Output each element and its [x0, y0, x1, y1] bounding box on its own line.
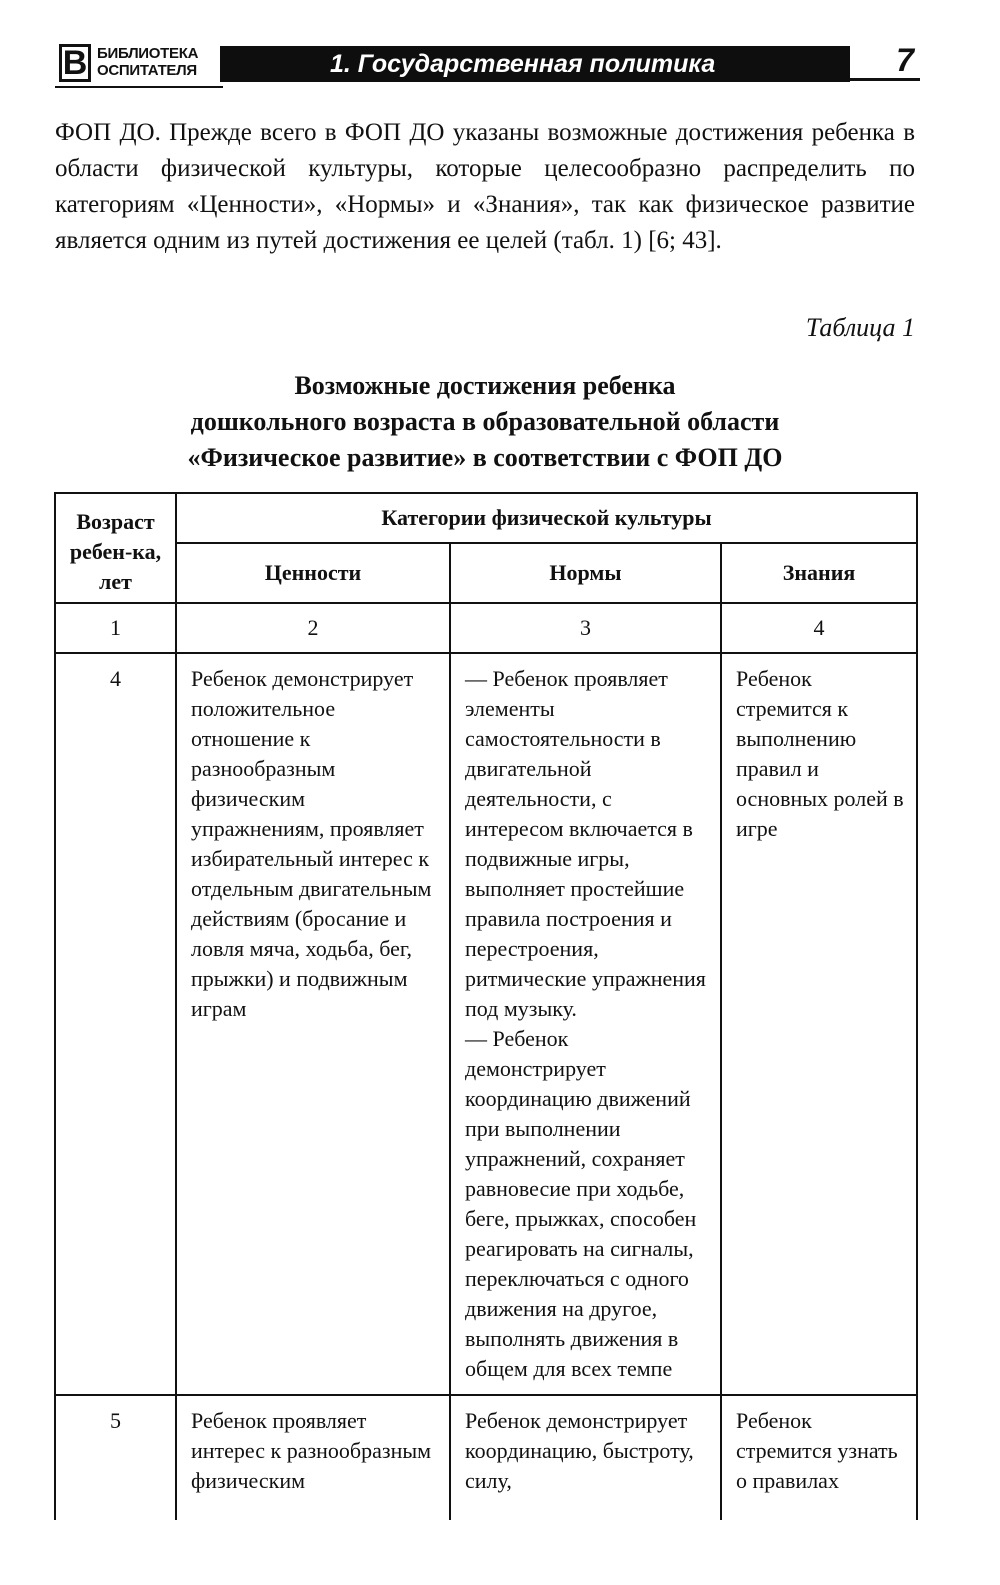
logo-underline: [55, 86, 223, 88]
logo-line-1: БИБЛИОТЕКА: [97, 45, 199, 62]
column-header-norms: Нормы: [450, 543, 721, 603]
age-cell: 4: [55, 653, 176, 1395]
column-number: 2: [176, 603, 450, 653]
norms-cell: [450, 653, 721, 1395]
table-title-line-1: Возможные достижения ребенка: [294, 371, 676, 400]
column-number: 4: [721, 603, 917, 653]
norms-item: — Ребенок проявляет элементы самостоятельности в двигательной деятельности, с интересом включается в подвижные игры, выполняет простейшие правила построения и перестроения, ритмические упражнения под музыку.: [465, 666, 706, 1021]
knowledge-cell: Ребенок стремится к выполнению правил и основных ролей в игре: [721, 653, 917, 1395]
table-title-line-3: «Физическое развитие» в соответствии с ФОП ДО: [187, 443, 783, 472]
running-header: [55, 40, 920, 88]
age-header: Возраст ребен-ка, лет: [55, 493, 176, 603]
column-number-row: [55, 603, 917, 653]
logo-line-2: ОСПИТАТЕЛЯ: [97, 62, 197, 79]
column-number: 1: [55, 603, 176, 653]
categories-header: Категории физической культуры: [176, 493, 917, 543]
column-header-knowledge: Знания: [721, 543, 917, 603]
intro-paragraph: ФОП ДО. Прежде всего в ФОП ДО указаны возможные достижения ребенка в области физической культуры, которые целесообразно распределить по категориям «Ценности», «Нормы» и «Знания», так как физическое развитие является одним из путей достижения ее целей (табл. 1) [6; 43].: [55, 119, 915, 254]
achievements-table: [54, 492, 918, 1520]
table-title: [55, 368, 915, 476]
table-label: Таблица 1: [805, 313, 915, 342]
values-cell: Ребенок проявляет интерес к разнообразным физическим: [176, 1395, 450, 1520]
values-cell: Ребенок демонстрирует положительное отношение к разнообразным физическим упражнениям, проявляет избирательный интерес к отдельным двигательным действиям (бросание и ловля мяча, ходьба, бег, прыжки) и подвижным играм: [176, 653, 450, 1395]
column-header-values: Ценности: [176, 543, 450, 603]
norms-cell: Ребенок демонстрирует координацию, быстроту, силу,: [450, 1395, 721, 1520]
table-row: [55, 653, 917, 1395]
column-number: 3: [450, 603, 721, 653]
page-number: 7: [896, 42, 914, 78]
knowledge-cell: Ребенок стремится узнать о правилах: [721, 1395, 917, 1520]
series-logo: [55, 40, 225, 88]
table-title-line-2: дошкольного возраста в образовательной области: [190, 407, 780, 436]
age-cell: 5: [55, 1395, 176, 1520]
table-row: [55, 1395, 917, 1520]
norms-item: — Ребенок демонстрирует координацию движений при выполнении упражнений, сохраняет равновесие при ходьбе, беге, прыжках, способен реагировать на сигналы, переключаться с одного движения на другое, выполнять движения в общем для всех темпе: [465, 1026, 697, 1381]
section-title: 1. Государственная политика: [220, 46, 850, 82]
logo-letter: В: [59, 44, 91, 82]
